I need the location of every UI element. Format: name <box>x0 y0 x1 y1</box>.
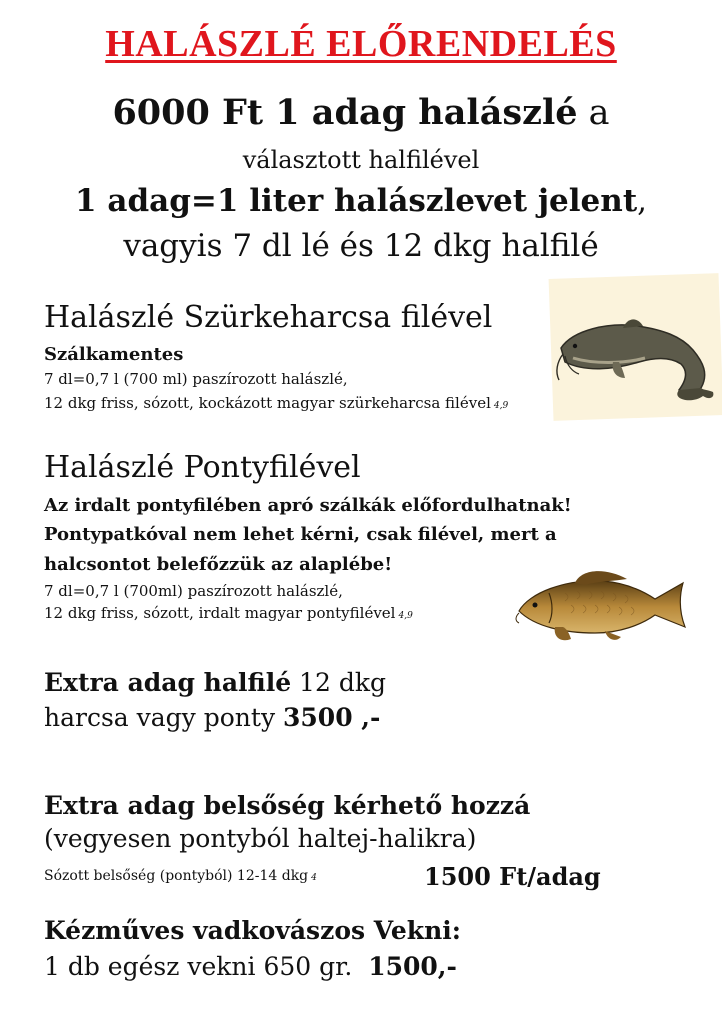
extra-fillet-title: Extra adag halfilé <box>44 668 292 697</box>
carp-warning-1: Az irdalt pontyfilében apró szálkák előfordulhatnak! <box>44 495 572 516</box>
price-headline-bold: 6000 Ft 1 adag halászlé <box>112 92 578 133</box>
carp-warning-3: halcsontot belefőzzük az alaplébe! <box>44 554 393 575</box>
portion-definition <box>0 183 722 219</box>
bread-heading <box>44 916 461 945</box>
extra-fillet-line-2 <box>44 703 380 732</box>
carp-detail-2-text: 12 dkg friss, sózott, irdalt magyar pontyfilével <box>44 604 396 622</box>
page-title: HALÁSZLÉ ELŐRENDELÉS <box>105 23 617 65</box>
catfish-detail-2-text: 12 dkg friss, sózott, kockázott magyar szürkeharcsa filével <box>44 394 491 412</box>
catfish-detail-1: 7 dl=0,7 l (700 ml) paszírozott halászlé, <box>44 370 348 388</box>
extra-fillet-weight: 12 dkg <box>291 668 386 697</box>
extra-offal-detail-text: Sózott belsőség (pontyból) 12-14 dkg <box>44 868 309 884</box>
portion-breakdown: vagyis 7 dl lé és 12 dkg halfilé <box>123 228 599 264</box>
carp-version: 4,9 <box>398 611 413 621</box>
catfish-heading: Halászlé Szürkeharcsa filével <box>44 300 493 335</box>
catfish-detail-2 <box>44 394 508 412</box>
extra-offal-heading <box>44 791 530 820</box>
fillet-choice-line: választott halfilével <box>242 146 480 174</box>
portion-definition-bold: 1 adag=1 liter halászlevet jelent <box>75 183 638 219</box>
bread-heading-text: Kézműves vadkovászos Vekni: <box>44 916 462 945</box>
portion-definition-tail: , <box>637 183 647 219</box>
carp-heading: Halászlé Pontyfilével <box>44 450 361 485</box>
extra-fillet-price: 3500 ,- <box>283 703 381 732</box>
bread-description: 1 db egész vekni 650 gr. <box>44 952 353 981</box>
carp-illustration-icon <box>515 563 690 645</box>
extra-fillet-fish: harcsa vagy ponty <box>44 703 284 732</box>
carp-detail-1: 7 dl=0,7 l (700ml) paszírozott halászlé, <box>44 582 343 600</box>
extra-fillet-line-1 <box>44 668 386 697</box>
bread-line <box>44 952 457 981</box>
price-headline <box>0 92 722 133</box>
extra-offal-detail <box>44 868 317 884</box>
price-headline-tail: a <box>577 93 610 133</box>
carp-detail-2 <box>44 604 413 622</box>
extra-offal-version: 4 <box>311 873 317 883</box>
extra-offal-price: 1500 Ft/adag <box>424 862 601 891</box>
catfish-version: 4,9 <box>493 401 509 411</box>
catfish-illustration-icon <box>553 300 718 405</box>
catfish-boneless-tag: Szálkamentes <box>44 344 184 365</box>
extra-offal-heading-text: Extra adag belsőség kérhető hozzá <box>44 791 531 820</box>
carp-warning-2: Pontypatkóval nem lehet kérni, csak filével, mert a <box>44 524 557 545</box>
extra-offal-description: (vegyesen pontyból haltej-halikra) <box>44 824 477 853</box>
bread-price: 1500,- <box>368 952 457 981</box>
